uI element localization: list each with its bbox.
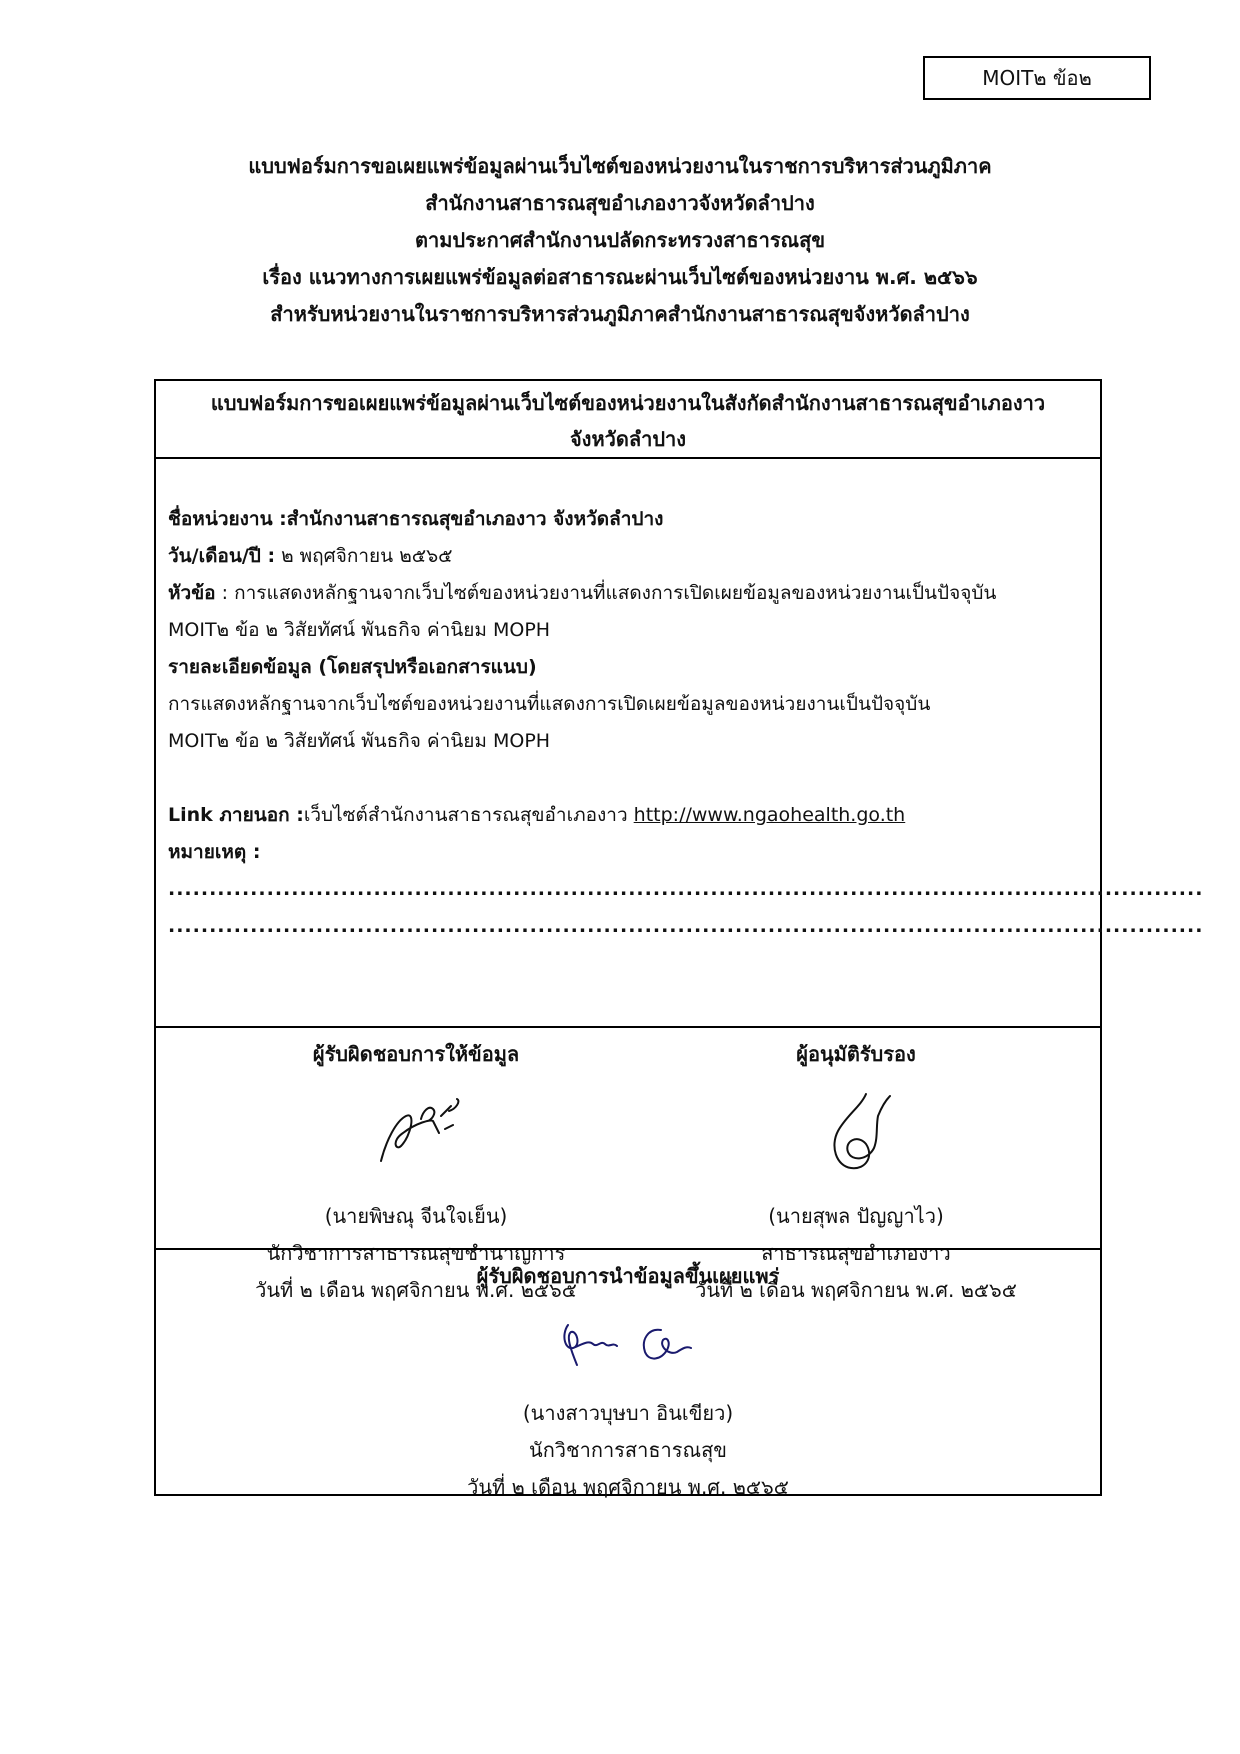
document-header (150, 148, 1090, 333)
header-line-4: เรื่อง แนวทางการเผยแพร่ข้อมูลต่อสาธารณะผ่านเว็บไซต์ของหน่วยงาน พ.ศ. ๒๕๖๖ (262, 265, 978, 289)
provider-signature (216, 1073, 616, 1198)
link-label: Link ภายนอก : (168, 804, 304, 826)
approver-name: (นายสุพล ปัญญาไว) (768, 1204, 944, 1228)
approver-position: สาธารณสุขอำเภองาว (761, 1241, 951, 1265)
unit-row (168, 501, 1088, 538)
signature-image (816, 1086, 896, 1186)
publisher-date: วันที่ ๒ เดือน พฤศจิกายน พ.ศ. ๒๕๖๕ (467, 1475, 789, 1499)
approver-heading: ผู้อนุมัติรับรอง (796, 1042, 916, 1066)
link-row (168, 797, 1088, 834)
publisher-section (156, 1248, 1100, 1499)
header-line-5: สำหรับหน่วยงานในราชการบริหารส่วนภูมิภาคสำนักงานสาธารณสุขจังหวัดลำปาง (270, 302, 970, 326)
topic-value-line-2: MOIT๒ ข้อ ๒ วิสัยทัศน์ พันธกิจ ค่านิยม MOPH (168, 619, 551, 641)
provider-date: วันที่ ๒ เดือน พฤศจิกายน พ.ศ. ๒๕๖๕ (255, 1278, 577, 1302)
topic-row (168, 575, 1088, 612)
publisher-heading: ผู้รับผิดชอบการนำข้อมูลขึ้นเผยแพร่ (476, 1264, 780, 1288)
form-table (154, 379, 1204, 1499)
header-line-2: สำนักงานสาธารณสุขอำเภองาวจังหวัดลำปาง (425, 191, 815, 215)
website-link[interactable]: http://www.ngaohealth.go.th (633, 804, 906, 826)
header-line-1: แบบฟอร์มการขอเผยแพร่ข้อมูลผ่านเว็บไซต์ของหน่วยงานในราชการบริหารส่วนภูมิภาค (248, 154, 992, 178)
provider-heading: ผู้รับผิดชอบการให้ข้อมูล (312, 1042, 520, 1066)
form-details-section (156, 459, 1204, 1329)
document-code-box (923, 56, 1151, 100)
signature-image (543, 1310, 713, 1380)
form-title-line-1: แบบฟอร์มการขอเผยแพร่ข้อมูลผ่านเว็บไซต์ของหน่วยงานในสังกัดสำนักงานสาธารณสุขอำเภองาว (210, 391, 1046, 415)
topic-label: หัวข้อ (168, 582, 216, 604)
form-title (156, 381, 1100, 459)
publisher-signature (156, 1295, 1100, 1395)
form-title-line-2: จังหวัดลำปาง (569, 427, 687, 451)
approver-date: วันที่ ๒ เดือน พฤศจิกายน พ.ศ. ๒๕๖๕ (695, 1278, 1017, 1302)
date-value: ๒ พฤศจิกายน ๒๕๖๕ (281, 545, 453, 567)
detail-line-2: MOIT๒ ข้อ ๒ วิสัยทัศน์ พันธกิจ ค่านิยม MOPH (168, 730, 551, 752)
approver-signature (656, 1073, 1056, 1198)
remark-label: หมายเหตุ : (168, 841, 261, 863)
unit-value: สำนักงานสาธารณสุขอำเภองาว จังหวัดลำปาง (286, 508, 664, 530)
publisher-name: (นางสาวบุษบา อินเขียว) (522, 1401, 734, 1425)
provider-position: นักวิชาการสาธารณสุขชำนาญการ (266, 1241, 566, 1265)
topic-value: : การแสดงหลักฐานจากเว็บไซต์ของหน่วยงานที่แสดงการเปิดเผยข้อมูลของหน่วยงานเป็นปัจจุบัน (221, 582, 997, 604)
provider-name: (นายพิษณุ จีนใจเย็น) (324, 1204, 508, 1228)
remark-dotted-line-1: .............................................................................................................................. (168, 878, 1204, 900)
spacer (168, 760, 1088, 797)
detail-label: รายละเอียดข้อมูล (โดยสรุปหรือเอกสารแนบ) (168, 656, 537, 678)
remark-dotted-line-2: .............................................................................................................................. (168, 915, 1204, 937)
publisher-position: นักวิชาการสาธารณสุข (529, 1438, 727, 1462)
unit-label: ชื่อหน่วยงาน : (168, 508, 287, 530)
date-row (168, 538, 1088, 575)
document-code: MOIT๒ ข้อ๒ (982, 66, 1092, 90)
date-label: วัน/เดือน/ปี : (168, 545, 276, 567)
header-line-3: ตามประกาศสำนักงานปลัดกระทรวงสาธารณสุข (414, 228, 825, 252)
signature-image (361, 1091, 471, 1181)
link-text: เว็บไซต์สำนักงานสาธารณสุขอำเภองาว (303, 804, 628, 826)
form-details-body (168, 501, 1204, 945)
detail-line-1: การแสดงหลักฐานจากเว็บไซต์ของหน่วยงานที่แสดงการเปิดเผยข้อมูลของหน่วยงานเป็นปัจจุบัน (168, 693, 931, 715)
